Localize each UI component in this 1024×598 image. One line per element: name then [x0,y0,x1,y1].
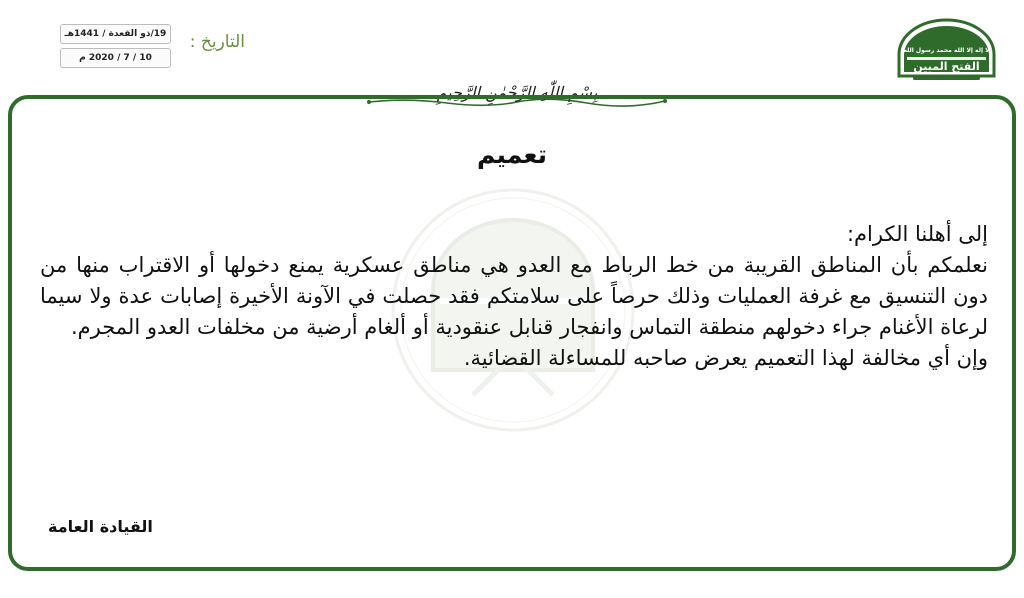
logo-brand-name: الفتح المبين [913,60,980,73]
document-title: تعميم [476,140,548,169]
document-body [40,219,988,374]
date-gregorian-field: 10 / 7 / 2020 م [60,48,171,68]
al-fath-al-mubeen-logo-icon [893,16,1000,84]
basmala: بِسْمِ اللّٰهِ الرَّحْمٰنِ الرَّحِيمِ [436,83,598,102]
main-paragraph: نعلمكم بأن المناطق القريبة من خط الرباط مع العدو هي مناطق عسكرية يمنع دخولها أو الاقتراب منها من دون التنسيق مع غرفة العمليات وذلك حرصاً على سلامتكم فقد حصلت في الآونة الأخيرة إصابات عدة ولا سيما لرعاة الأغنام جراء دخولهم منطقة التماس وانفجار قنابل عنقودية أو ألغام أرضية من مخلفات العدو المجرم. [40,253,988,339]
greeting: إلى أهلنا الكرام: [846,222,988,246]
date-hijri-field: 19/ذو القعدة / 1441هـ [60,24,171,44]
warning-paragraph: وإن أي مخالفة لهذا التعميم يعرض صاحبه للمساءلة القضائية. [463,346,988,370]
date-label: التاريخ : [189,32,245,52]
logo-shahada: لا إله إلا الله محمد رسول الله [903,47,990,54]
signature: القيادة العامة [48,517,153,536]
